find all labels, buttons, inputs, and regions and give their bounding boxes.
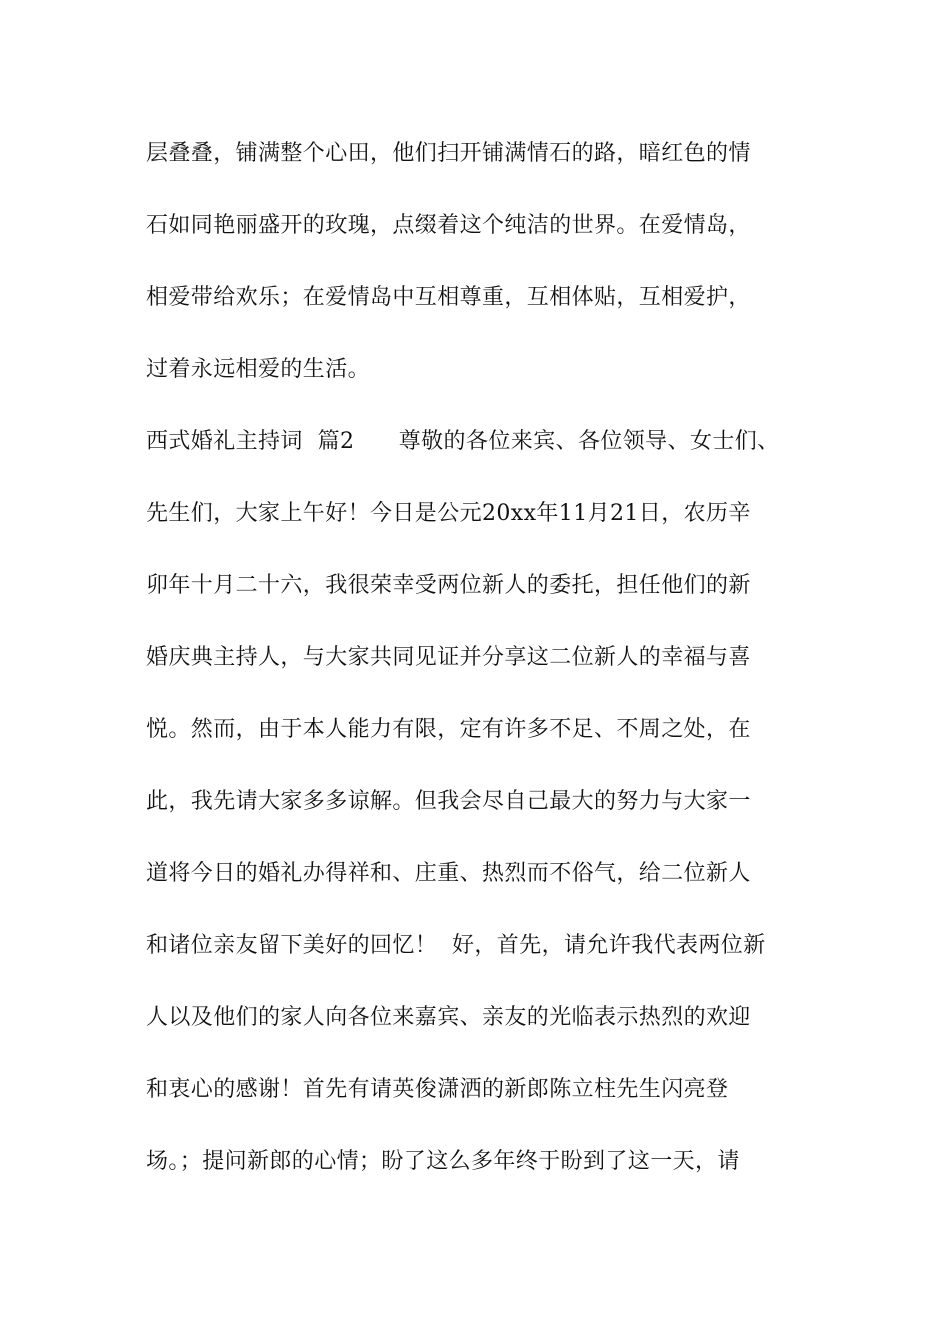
text-line-12: 和诸位亲友留下美好的回忆！ 好，首先，请允许我代表两位新 [146, 933, 766, 958]
text-line-4: 过着永远相爱的生活。 [146, 357, 371, 382]
text-line-9: 悦。然而，由于本人能力有限，定有许多不足、不周之处，在 [146, 717, 751, 742]
text-line-15: 场。；提问新郎的心情；盼了这么多年终于盼到了这一天，请 [146, 1149, 740, 1174]
text-line-11: 道将今日的婚礼办得祥和、庄重、热烈而不俗气，给二位新人 [146, 861, 751, 886]
text-line-10: 此，我先请大家多多谅解。但我会尽自己最大的努力与大家一 [146, 789, 751, 814]
text-line-8: 婚庆典主持人，与大家共同见证并分享这二位新人的幸福与喜 [146, 645, 751, 670]
text-line-14: 和衷心的感谢！首先有请英俊潇洒的新郎陈立柱先生闪亮登 [146, 1077, 729, 1102]
text-line-7: 卯年十月二十六，我很荣幸受两位新人的委托，担任他们的新 [146, 573, 751, 598]
text-line-1: 层叠叠，铺满整个心田，他们扫开铺满情石的路，暗红色的情 [146, 141, 751, 166]
text-line-3: 相爱带给欢乐；在爱情岛中互相尊重，互相体贴，互相爱护， [146, 285, 751, 310]
text-line-2: 石如同艳丽盛开的玫瑰，点缀着这个纯洁的世界。在爱情岛， [146, 213, 751, 238]
text-line-13: 人以及他们的家人向各位来嘉宾、亲友的光临表示热烈的欢迎 [146, 1005, 751, 1030]
section-heading-line: 西式婚礼主持词 篇2 尊敬的各位来宾、各位领导、女士们、 [146, 429, 780, 454]
text-line-6: 先生们，大家上午好！今日是公元20xx年11月21日，农历辛 [146, 501, 751, 526]
